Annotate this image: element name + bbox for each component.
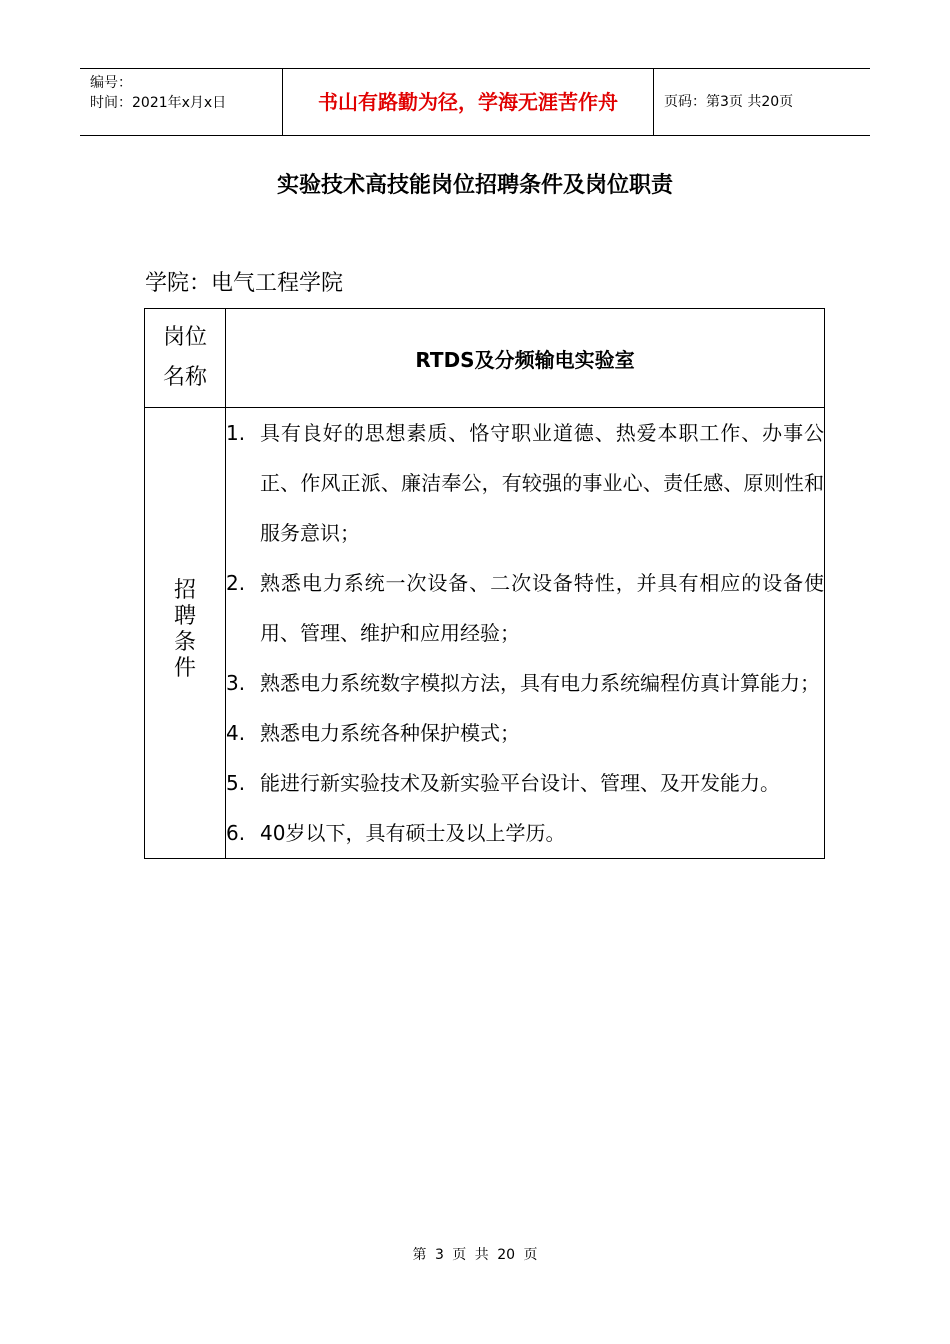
header-left-cell — [80, 69, 282, 135]
page-footer: 第 3 页 共 20 页 — [412, 1247, 538, 1263]
post-label-cell — [145, 309, 226, 408]
condition-item: 5. 能进行新实验技术及新实验平台设计、管理、及开发能力。 — [226, 771, 780, 795]
conditions-cell — [226, 408, 825, 859]
conditions-label-cell — [145, 408, 226, 859]
header-motto: 书山有路勤为径，学海无涯苦作舟 — [282, 69, 654, 135]
conditions-list — [226, 408, 824, 858]
conditions-label: 招聘条件 — [173, 577, 196, 681]
condition-item: 2. 熟悉电力系统一次设备、二次设备特性，并具有相应的设备使用、管理、维护和应用经验； — [226, 571, 824, 645]
page-header — [80, 68, 870, 136]
condition-item: 3. 熟悉电力系统数字模拟方法，具有电力系统编程仿真计算能力； — [226, 671, 820, 695]
condition-item: 4. 熟悉电力系统各种保护模式； — [226, 721, 520, 745]
post-label: 岗位名称 — [162, 325, 207, 390]
condition-item: 1. 具有良好的思想素质、恪守职业道德、热爱本职工作、办事公正、作风正派、廉洁奉公，有较强的事业心、责任感、原则性和服务意识； — [226, 421, 824, 545]
college-line: 学院：电气工程学院 — [145, 271, 344, 296]
post-row — [145, 309, 825, 408]
date-label: 时间：2021年x月x日 — [90, 95, 227, 111]
document-title: 实验技术高技能岗位招聘条件及岗位职责 — [276, 173, 673, 198]
post-name: RTDS及分频输电实验室 — [226, 309, 825, 408]
header-page-info: 页码：第3页 共20页 — [664, 94, 794, 110]
conditions-row — [145, 408, 825, 859]
number-label: 编号： — [90, 75, 132, 91]
recruitment-table — [144, 308, 825, 859]
condition-item: 6. 40岁以下，具有硕士及以上学历。 — [226, 821, 566, 845]
